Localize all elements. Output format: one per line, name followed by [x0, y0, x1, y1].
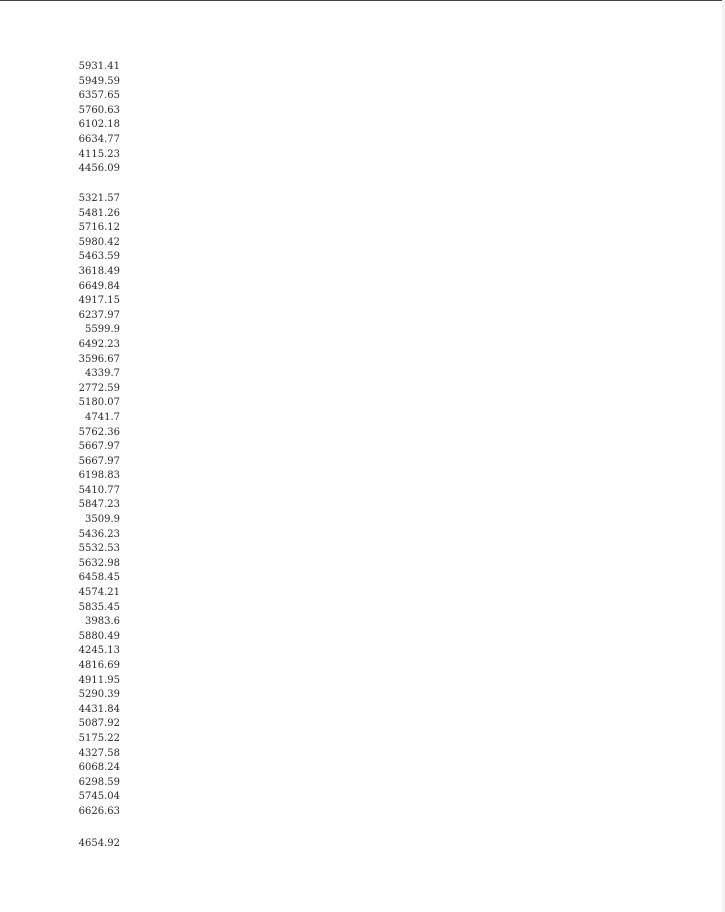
- value-row: 6458.45: [78, 572, 120, 584]
- value-row: 5835.45: [78, 601, 120, 613]
- value-row: 5481.26: [78, 207, 120, 219]
- value-row: 4115.23: [78, 148, 120, 160]
- value-row: 6068.24: [78, 762, 120, 774]
- value-row: 4574.21: [78, 587, 120, 599]
- value-row: 5949.59: [78, 75, 120, 87]
- values-group-1: [60, 60, 120, 177]
- value-row: 4911.95: [78, 674, 120, 686]
- value-row: 5632.98: [78, 557, 120, 569]
- value-row: 5180.07: [78, 397, 120, 409]
- value-row: 4917.15: [78, 295, 120, 307]
- value-row: 5410.77: [78, 484, 120, 496]
- value-row: 5745.04: [78, 791, 120, 803]
- value-row: 5532.53: [78, 543, 120, 555]
- value-row: 5667.97: [78, 441, 120, 453]
- value-row: 4245.13: [78, 645, 120, 657]
- value-row: 5290.39: [78, 689, 120, 701]
- value-row: 4816.69: [78, 660, 120, 671]
- value-row: 3618.49: [78, 265, 120, 277]
- value-row: 5762.36: [78, 426, 120, 438]
- value-row: 4654.92: [78, 838, 120, 849]
- value-row: 5599.9: [85, 324, 120, 336]
- value-row: 6198.83: [78, 470, 120, 482]
- values-group-2: [60, 192, 120, 820]
- page-top-border: [0, 0, 725, 1]
- value-row: 4456.09: [78, 163, 120, 175]
- value-row: 5436.23: [78, 528, 120, 540]
- value-row: 6102.18: [78, 119, 120, 131]
- value-row: 4741.7: [85, 411, 120, 423]
- value-row: 5463.59: [78, 251, 120, 263]
- value-row: 6492.23: [78, 338, 120, 350]
- value-row: 6626.63: [78, 805, 120, 817]
- value-row: 5087.92: [78, 718, 120, 730]
- value-row: 3983.6: [85, 616, 120, 628]
- value-row: 5716.12: [78, 222, 120, 234]
- values-group-3: [60, 837, 120, 852]
- value-row: 6357.65: [78, 90, 120, 102]
- value-row: 6634.77: [78, 133, 120, 145]
- value-row: 4339.7: [85, 368, 120, 380]
- value-row: 5880.49: [78, 630, 120, 642]
- value-row: 6298.59: [78, 776, 120, 788]
- value-row: 6649.84: [78, 280, 120, 292]
- value-row: 5980.42: [78, 236, 120, 248]
- value-row: 2772.59: [78, 382, 120, 394]
- value-row: 3596.67: [78, 353, 120, 365]
- value-row: 3509.9: [85, 514, 120, 526]
- value-row: 5931.41: [78, 61, 120, 72]
- value-row: 5175.22: [78, 732, 120, 744]
- value-row: 4431.84: [78, 703, 120, 715]
- value-row: 5760.63: [78, 104, 120, 116]
- value-row: 5667.97: [78, 455, 120, 467]
- value-row: 4327.58: [78, 747, 120, 759]
- value-row: 5847.23: [78, 499, 120, 511]
- value-row: 5321.57: [78, 193, 120, 204]
- value-row: 6237.97: [78, 309, 120, 321]
